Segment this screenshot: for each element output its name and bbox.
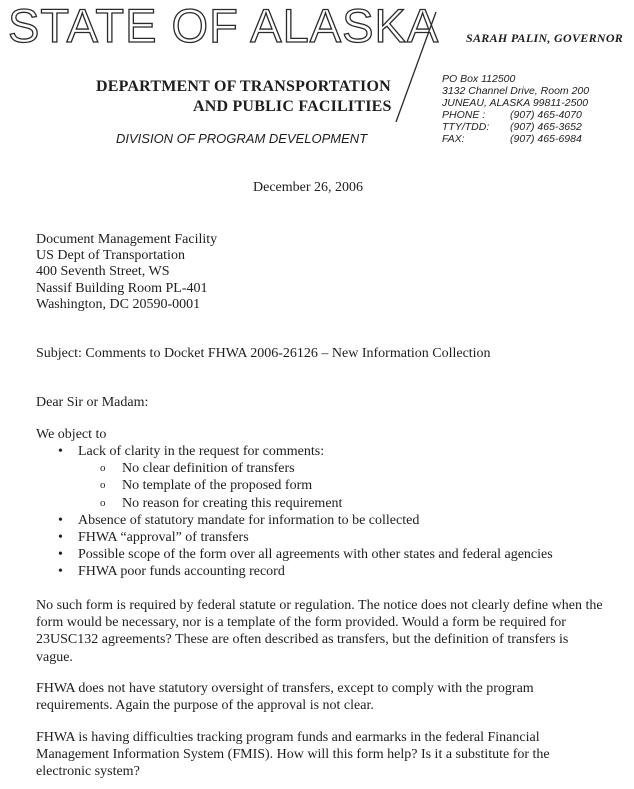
recipient-line: Nassif Building Room PL-401 xyxy=(36,280,208,296)
phone-number: (907) 465-4070 xyxy=(510,109,582,121)
objection-subtext: No clear definition of transfers xyxy=(122,461,295,477)
subject-line: Subject: Comments to Docket FHWA 2006-26126 – New Information Collection xyxy=(36,346,491,361)
objection-subitem xyxy=(36,477,553,494)
objection-item xyxy=(36,443,553,460)
circle-bullet-icon: o xyxy=(100,462,106,475)
bullet-icon: • xyxy=(58,564,63,580)
recipient-line: US Dept of Transportation xyxy=(36,248,185,264)
circle-bullet-icon: o xyxy=(100,479,106,492)
bullet-icon: • xyxy=(58,547,63,563)
letter-date: December 26, 2006 xyxy=(253,180,364,195)
body-paragraph-oversight: FHWA does not have statutory oversight of transfers, except to comply with the program requirements. Again the purpose of the approval is not clear. xyxy=(36,681,534,714)
objection-subitem xyxy=(36,460,553,477)
objection-subtext: No template of the proposed form xyxy=(122,478,313,494)
salutation: Dear Sir or Madam: xyxy=(36,395,149,410)
tty-number: (907) 465-3652 xyxy=(510,121,582,133)
department-name-line2: AND PUBLIC FACILITIES xyxy=(193,98,392,115)
recipient-line: Document Management Facility xyxy=(36,232,218,247)
address-po-box: PO Box 112500 xyxy=(442,73,516,85)
state-title: STATE OF ALASKA xyxy=(8,0,440,52)
recipient-line: Washington, DC 20590-0001 xyxy=(36,296,201,312)
objection-text: FHWA poor funds accounting record xyxy=(78,564,285,580)
objection-item xyxy=(36,512,553,529)
objection-text: Lack of clarity in the request for comments: xyxy=(78,444,325,459)
objection-text: Possible scope of the form over all agreements with other states and federal agencies xyxy=(78,547,553,563)
objection-item xyxy=(36,563,553,580)
objection-item xyxy=(36,546,553,563)
fax-number: (907) 465-6984 xyxy=(510,133,582,145)
department-name-line1: DEPARTMENT OF TRANSPORTATION xyxy=(96,78,391,95)
address-city: JUNEAU, ALASKA 99811-2500 xyxy=(442,97,589,109)
objection-text: FHWA “approval” of transfers xyxy=(78,530,249,546)
circle-bullet-icon: o xyxy=(100,496,106,509)
tty-label: TTY/TDD: xyxy=(442,121,490,133)
objection-text: Absence of statutory mandate for information to be collected xyxy=(78,512,420,528)
objection-item xyxy=(36,529,553,546)
divider-line xyxy=(396,12,436,122)
fax-label: FAX: xyxy=(442,133,465,145)
division-name: DIVISION OF PROGRAM DEVELOPMENT xyxy=(116,131,368,146)
bullet-icon: • xyxy=(58,444,63,459)
recipient-line: 400 Seventh Street, WS xyxy=(36,264,170,280)
body-paragraph-form-requirement: No such form is required by federal statute or regulation. The notice does not clearly define when the form would be necessary, nor is a template of the form provided. Would a form be required for 23USC132 agreements? These are often described as transfers, but the definition of transfers is vague. xyxy=(36,598,603,665)
governor-name: SARAH PALIN, GOVERNOR xyxy=(466,31,624,45)
address-street: 3132 Channel Drive, Room 200 xyxy=(442,85,590,97)
objection-list xyxy=(36,443,553,581)
phone-label: PHONE : xyxy=(442,109,486,121)
body-paragraph-fmis: FHWA is having difficulties tracking program funds and earmarks in the federal Financial Management Information System (FMIS). How will this form help? Is it a substitute for the electronic system? xyxy=(36,730,550,780)
recipient-address xyxy=(36,232,217,313)
bullet-icon: • xyxy=(58,512,63,528)
bullet-icon: • xyxy=(58,530,63,546)
objection-intro: We object to xyxy=(36,427,107,442)
objection-subtext: No reason for creating this requirement xyxy=(122,495,343,511)
objection-subitem xyxy=(36,495,553,512)
